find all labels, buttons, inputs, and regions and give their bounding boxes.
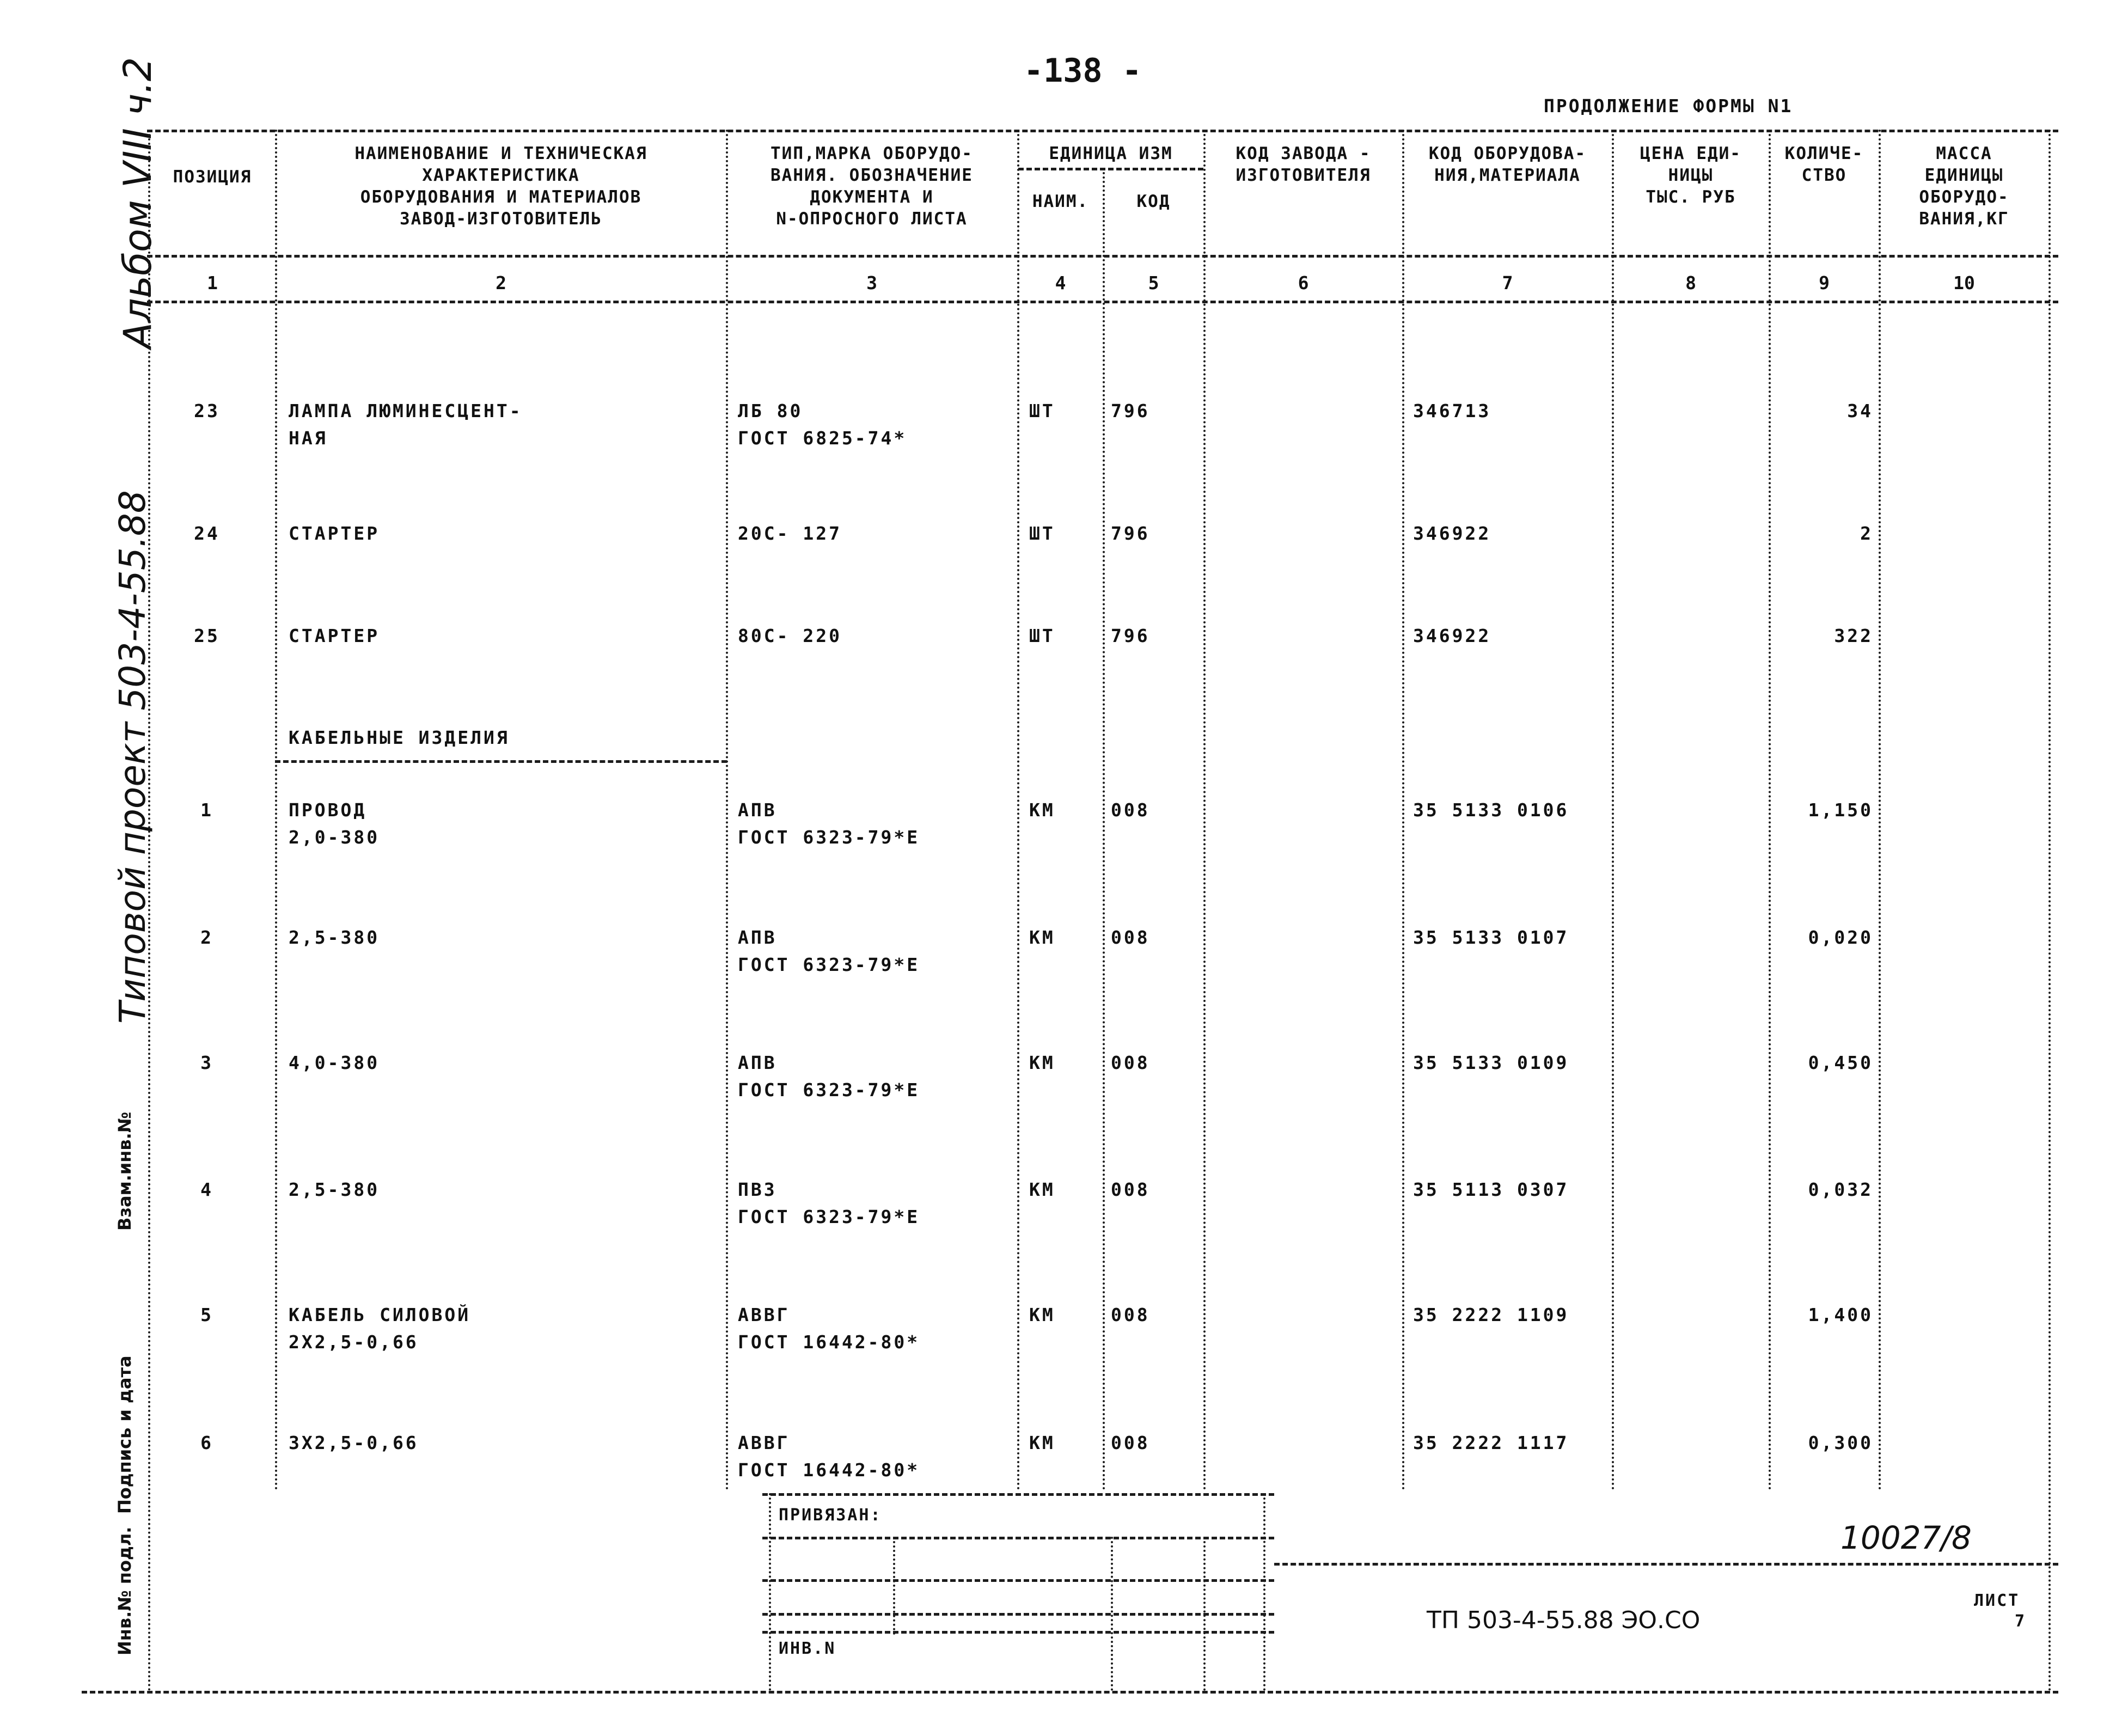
row-type: АВВГ: [738, 1304, 790, 1325]
row-equipment-code: 35 5133 0109: [1413, 1052, 1569, 1073]
col-number-10: 10: [1953, 272, 1975, 294]
col-number-9: 9: [1819, 272, 1830, 294]
row-name-line2: 2,0-380: [289, 827, 380, 848]
row-name: СТАРТЕР: [289, 625, 380, 646]
table-top-rule: [147, 130, 2058, 132]
row-unit-code: 008: [1111, 1432, 1150, 1453]
row-equipment-code: 35 2222 1117: [1413, 1432, 1569, 1453]
document-code: ТП 503-4-55.88 ЭО.СО: [1427, 1606, 1701, 1634]
header-position: ПОЗИЦИЯ: [173, 167, 252, 187]
row-type-line2: ГОСТ 6323-79*Е: [738, 827, 920, 848]
header-plant-code: КОД ЗАВОДА - ИЗГОТОВИТЕЛЯ: [1236, 144, 1371, 185]
row-equipment-code: 35 5133 0107: [1413, 927, 1569, 948]
header-name: НАИМЕНОВАНИЕ И ТЕХНИЧЕСКАЯ ХАРАКТЕРИСТИКА ОБОРУДОВАНИЯ И МАТЕРИАЛОВ ЗАВОД-ИЗГОТОВИТЕЛЬ: [354, 144, 647, 229]
row-position: 2: [200, 927, 213, 948]
row-type-line2: ГОСТ 6825-74*: [738, 427, 907, 449]
col-rule-0: [148, 130, 150, 1692]
header-equipment-code: КОД ОБОРУДОВА- НИЯ,МАТЕРИАЛА: [1428, 144, 1587, 185]
row-name: ПРОВОД: [289, 799, 367, 821]
row-quantity: 0,300: [1808, 1432, 1873, 1453]
col-rule-9: [1879, 130, 1881, 1491]
row-quantity: 1,150: [1808, 799, 1873, 821]
col-rule-10: [2048, 130, 2051, 1692]
col-rule-5: [1203, 130, 1206, 1491]
row-name: 2,5-380: [289, 927, 380, 948]
form-continuation-label: ПРОДОЛЖЕНИЕ ФОРМЫ N1: [1544, 95, 1793, 117]
col-rule-4: [1103, 168, 1105, 1491]
row-unit-name: КМ: [1029, 927, 1055, 948]
header-unit-price: ЦЕНА ЕДИ- НИЦЫ ТЫС. РУБ: [1640, 144, 1741, 207]
col-rule-1: [275, 130, 277, 1491]
header-type: ТИП,МАРКА ОБОРУДО- ВАНИЯ. ОБОЗНАЧЕНИЕ ДОКУМЕНТА И N-ОПРОСНОГО ЛИСТА: [770, 144, 973, 229]
stamp-col-a: [769, 1493, 771, 1691]
col-number-4: 4: [1055, 272, 1066, 294]
col-rule-8: [1769, 130, 1771, 1491]
sheet-number: 7: [2015, 1612, 2027, 1631]
row-unit-name: ШТ: [1029, 625, 1055, 646]
row-type-line2: ГОСТ 16442-80*: [738, 1331, 920, 1353]
col-number-3: 3: [866, 272, 877, 294]
row-type: АПВ: [738, 799, 777, 821]
handwritten-number: 10027/8: [1840, 1519, 1972, 1556]
row-unit-code: 008: [1111, 1179, 1150, 1200]
row-unit-code: 796: [1111, 625, 1150, 646]
row-quantity: 0,020: [1808, 927, 1873, 948]
replacement-inv-label: Взам.инв.№: [114, 1111, 135, 1231]
row-quantity: 0,032: [1808, 1179, 1873, 1200]
row-equipment-code: 35 5133 0106: [1413, 799, 1569, 821]
row-quantity: 0,450: [1808, 1052, 1873, 1073]
row-equipment-code: 35 2222 1109: [1413, 1304, 1569, 1325]
row-name: 4,0-380: [289, 1052, 380, 1073]
col-number-8: 8: [1685, 272, 1696, 294]
sheet-label: ЛИСТ: [1974, 1591, 2020, 1610]
col-number-7: 7: [1502, 272, 1513, 294]
row-unit-name: ШТ: [1029, 523, 1055, 544]
header-unit-code: КОД: [1136, 192, 1171, 211]
row-position: 5: [200, 1304, 213, 1325]
stamp-rule-2: [762, 1537, 1274, 1539]
row-name-line2: НАЯ: [289, 427, 328, 449]
col-number-1: 1: [207, 272, 218, 294]
section-underline: [275, 760, 727, 763]
row-name-line2: 2Х2,5-0,66: [289, 1331, 419, 1353]
row-type-line2: ГОСТ 6323-79*Е: [738, 1079, 920, 1101]
row-position: 4: [200, 1179, 213, 1200]
row-type-line2: ГОСТ 6323-79*Е: [738, 954, 920, 975]
col-number-5: 5: [1148, 272, 1159, 294]
row-unit-name: КМ: [1029, 1052, 1055, 1073]
row-position: 6: [200, 1432, 213, 1453]
row-position: 1: [200, 799, 213, 821]
page-bottom-rule: [82, 1691, 2058, 1694]
row-type: АПВ: [738, 1052, 777, 1073]
row-name: СТАРТЕР: [289, 523, 380, 544]
row-type: 20С- 127: [738, 523, 842, 544]
stamp-right-rule: [1274, 1563, 2058, 1566]
row-type: 80С- 220: [738, 625, 842, 646]
col-rule-6: [1402, 130, 1404, 1491]
row-type: ЛБ 80: [738, 400, 803, 421]
stamp-rule-5: [762, 1631, 1274, 1634]
row-name: КАБЕЛЬ СИЛОВОЙ: [289, 1304, 471, 1325]
section-title: КАБЕЛЬНЫЕ ИЗДЕЛИЯ: [289, 727, 510, 748]
row-unit-name: КМ: [1029, 1432, 1055, 1453]
stamp-col-c: [1111, 1537, 1113, 1691]
col-rule-2: [726, 130, 728, 1491]
header-unit: ЕДИНИЦА ИЗМ: [1049, 144, 1173, 163]
stamp-col-b: [893, 1537, 895, 1635]
col-rule-3: [1017, 130, 1019, 1491]
row-position: 3: [200, 1052, 213, 1073]
row-equipment-code: 346922: [1413, 625, 1491, 646]
col-number-2: 2: [496, 272, 506, 294]
stamp-bound-label: ПРИВЯЗАН:: [779, 1506, 882, 1525]
col-number-6: 6: [1298, 272, 1309, 294]
row-quantity: 34: [1847, 400, 1873, 421]
row-quantity: 322: [1834, 625, 1873, 646]
row-type: ПВЗ: [738, 1179, 777, 1200]
row-equipment-code: 35 5113 0307: [1413, 1179, 1569, 1200]
signature-date-label: Подпись и дата: [114, 1355, 135, 1514]
row-unit-code: 008: [1111, 799, 1150, 821]
row-unit-name: КМ: [1029, 799, 1055, 821]
col-rule-7: [1612, 130, 1614, 1491]
row-position: 23: [194, 400, 220, 421]
row-unit-code: 796: [1111, 400, 1150, 421]
row-quantity: 2: [1860, 523, 1873, 544]
row-type: АПВ: [738, 927, 777, 948]
row-unit-name: ШТ: [1029, 400, 1055, 421]
stamp-rule-3: [762, 1579, 1274, 1582]
stamp-col-d: [1203, 1537, 1206, 1691]
page-number: -138 -: [1024, 52, 1142, 90]
row-type-line2: ГОСТ 16442-80*: [738, 1459, 920, 1481]
row-unit-code: 008: [1111, 1304, 1150, 1325]
row-type: АВВГ: [738, 1432, 790, 1453]
header-unit-mass: МАССА ЕДИНИЦЫ ОБОРУДО- ВАНИЯ,КГ: [1919, 144, 2009, 229]
row-unit-code: 008: [1111, 927, 1150, 948]
stamp-rule-4: [762, 1613, 1274, 1616]
unit-header-rule: [1018, 168, 1203, 170]
header-unit-name: НАИМ.: [1032, 192, 1089, 211]
row-type-line2: ГОСТ 6323-79*Е: [738, 1206, 920, 1227]
row-name: 2,5-380: [289, 1179, 380, 1200]
row-unit-name: КМ: [1029, 1304, 1055, 1325]
row-name: ЛАМПА ЛЮМИНЕСЦЕНТ-: [289, 400, 523, 421]
row-position: 24: [194, 523, 220, 544]
stamp-top-rule: [762, 1493, 1274, 1496]
project-label: Типовой проект 503-4-55.88: [112, 490, 154, 1024]
row-equipment-code: 346713: [1413, 400, 1491, 421]
header-quantity: КОЛИЧЕ- СТВО: [1784, 144, 1864, 185]
row-equipment-code: 346922: [1413, 523, 1491, 544]
row-unit-code: 008: [1111, 1052, 1150, 1073]
stamp-col-e: [1263, 1493, 1265, 1691]
row-unit-code: 796: [1111, 523, 1150, 544]
stamp-inv-label: ИНВ.N: [779, 1639, 836, 1658]
row-quantity: 1,400: [1808, 1304, 1873, 1325]
album-label: Альбом VIII ч.2: [115, 57, 160, 349]
row-name: 3Х2,5-0,66: [289, 1432, 419, 1453]
row-unit-name: КМ: [1029, 1179, 1055, 1200]
row-position: 25: [194, 625, 220, 646]
inv-original-label: Инв.№ подл.: [114, 1526, 135, 1655]
